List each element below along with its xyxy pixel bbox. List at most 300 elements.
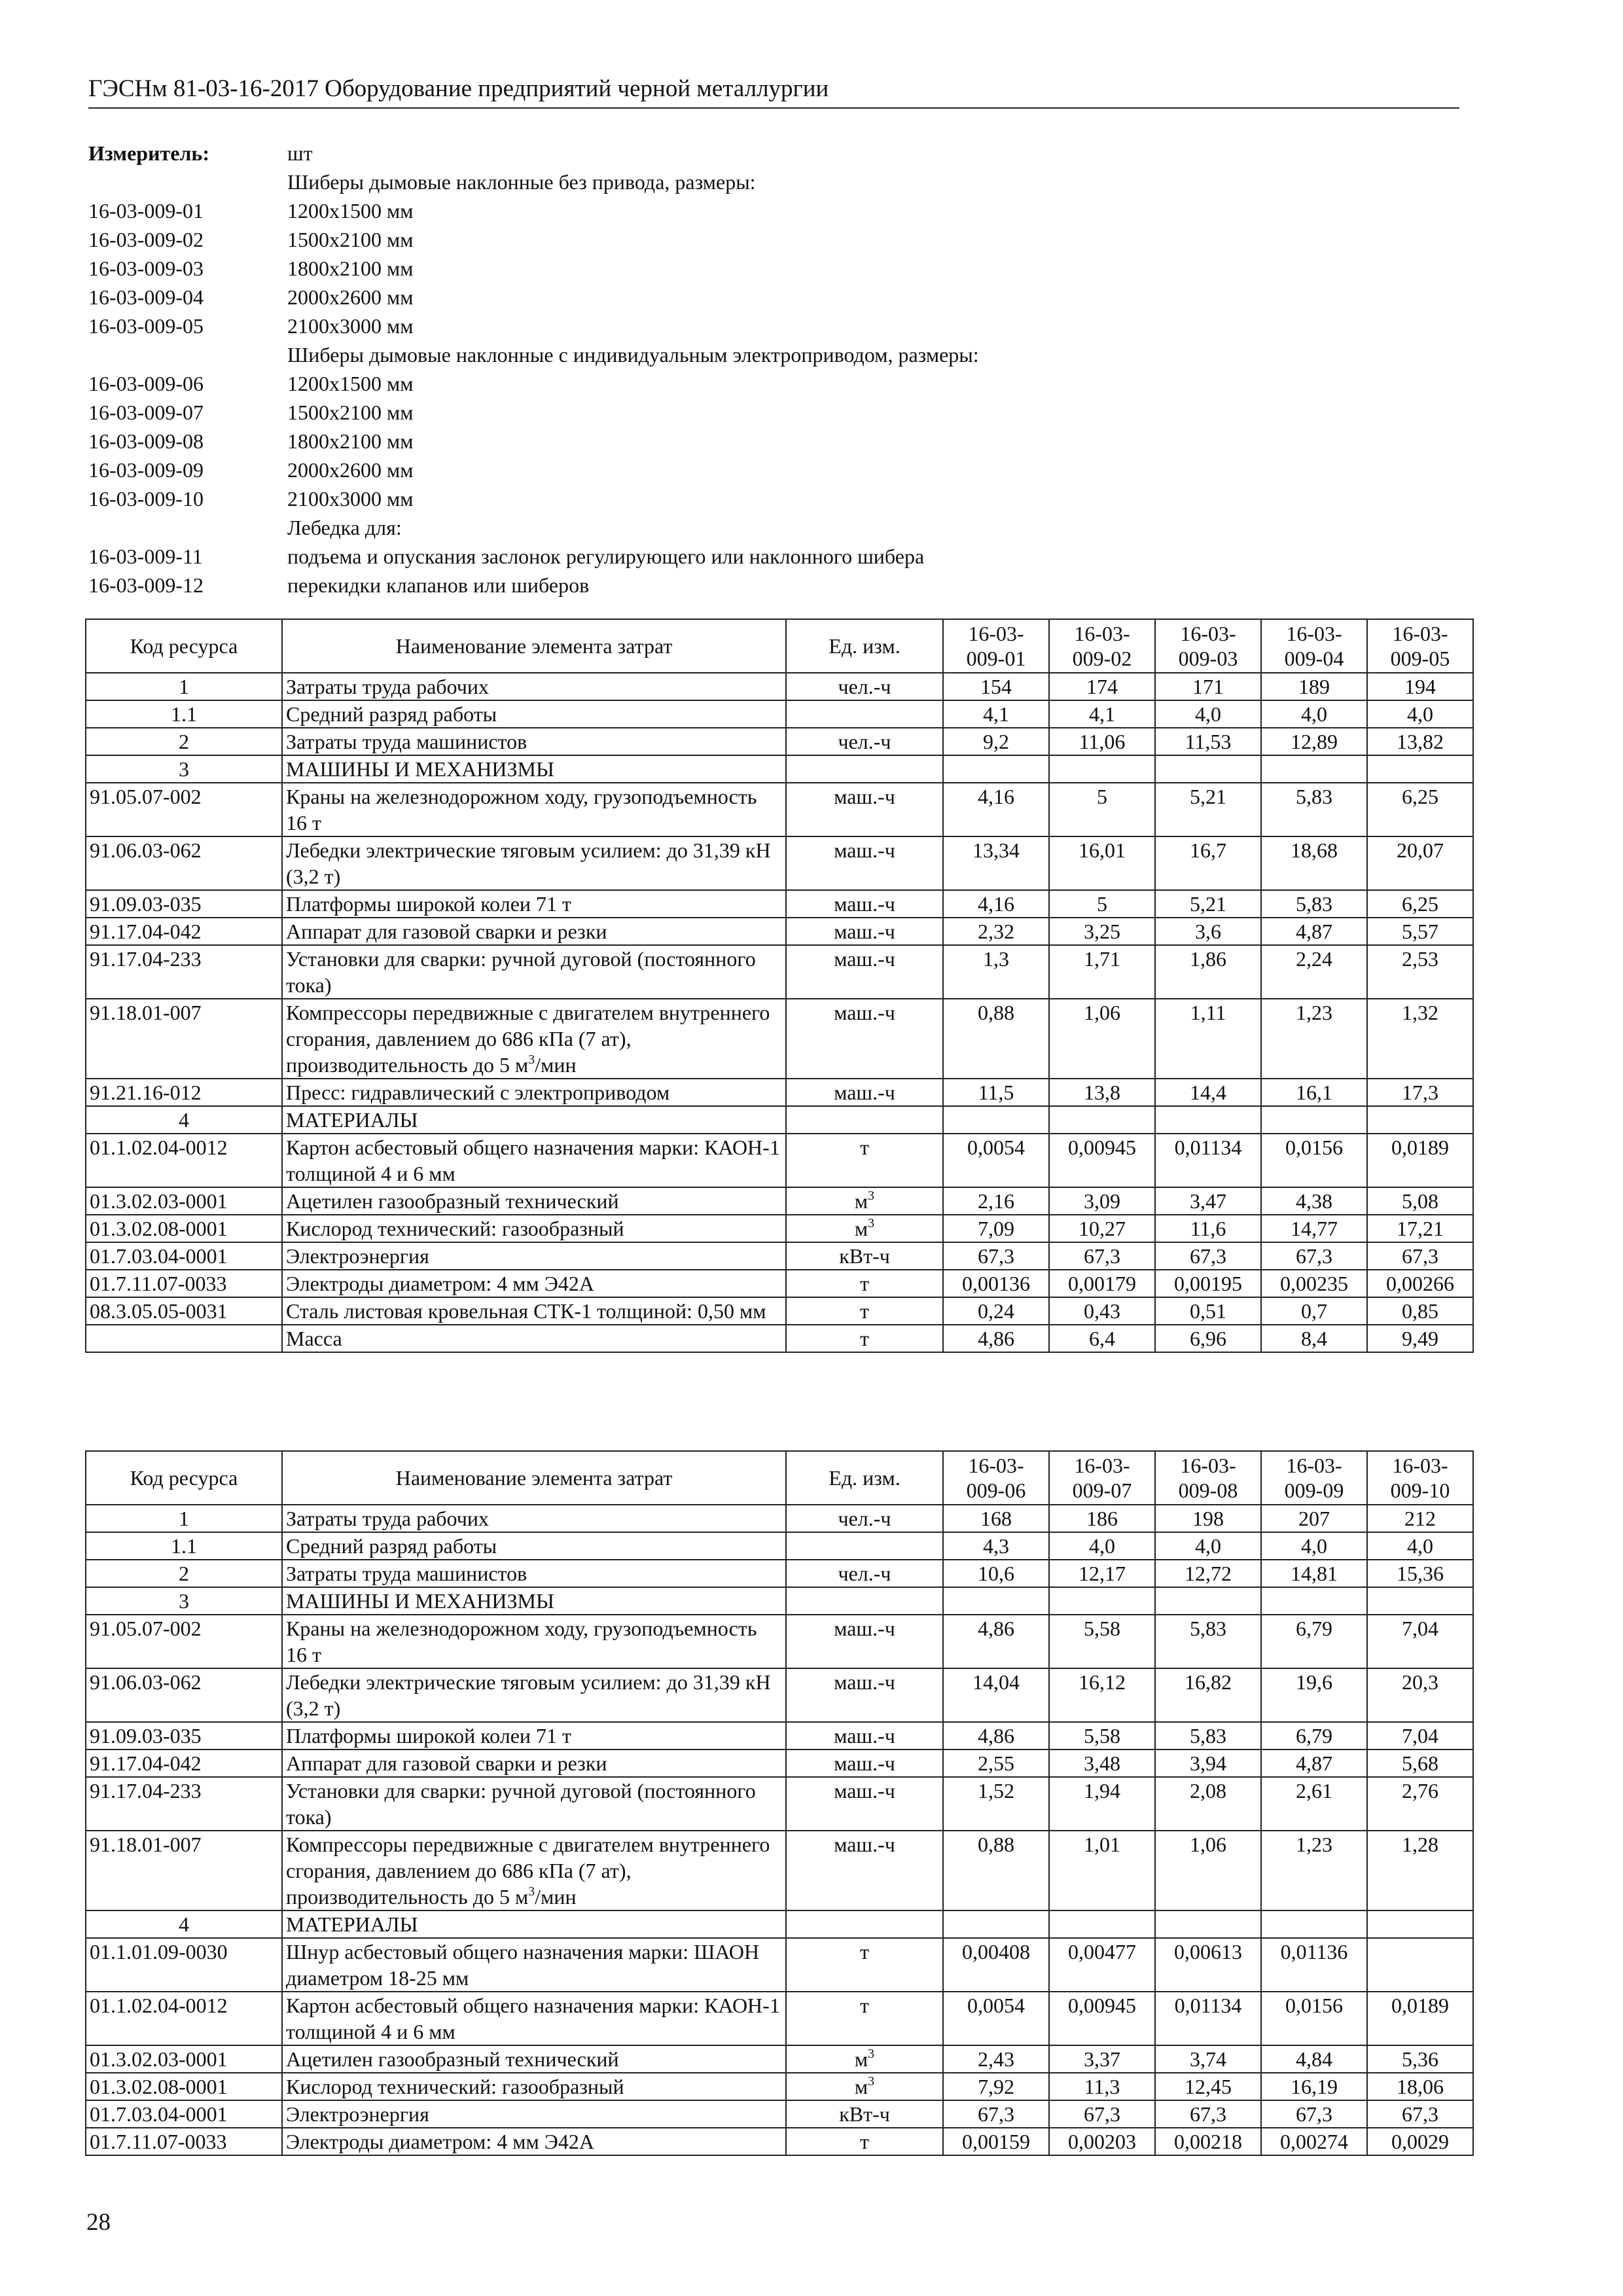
table-row: [86, 1777, 1473, 1831]
norm-value-cell: 4,0: [1155, 1532, 1261, 1560]
norm-value-cell: 3,09: [1049, 1187, 1155, 1215]
norm-value-cell: [1367, 1938, 1473, 1992]
resource-code-cell: 91.17.04-042: [86, 918, 282, 945]
unit-text: маш.-ч: [834, 1833, 895, 1856]
norm-value-cell: 6,79: [1261, 1615, 1367, 1668]
table-row: [86, 918, 1473, 945]
measure-line-text: 2000х2600 мм: [287, 458, 414, 482]
norm-value-cell: 194: [1367, 673, 1473, 700]
norm-value-cell: 67,3: [1155, 2100, 1261, 2128]
table-head: [86, 619, 1473, 673]
measure-line-code: 16-03-009-04: [88, 285, 204, 310]
norm-value-cell: 4,16: [943, 890, 1049, 918]
resource-code-cell: 2: [86, 728, 282, 755]
table-row: [86, 1560, 1473, 1587]
cost-element-cell: Электроэнергия: [282, 2100, 786, 2128]
table-row: [86, 1938, 1473, 1992]
measure-line: [88, 369, 1463, 398]
unit-text: маш.-ч: [834, 1779, 895, 1803]
resource-code-cell: 01.7.03.04-0001: [86, 2100, 282, 2128]
cost-element-cell: МАШИНЫ И МЕХАНИЗМЫ: [282, 755, 786, 783]
norm-value-cell: 14,81: [1261, 1560, 1367, 1587]
table-header-row: [86, 619, 1473, 673]
unit-text: т: [860, 1327, 869, 1350]
table-row: [86, 1297, 1473, 1325]
measure-line-code: 16-03-009-06: [88, 372, 204, 396]
cost-element-cell: Аппарат для газовой сварки и резки: [282, 918, 786, 945]
unit-cell: [786, 673, 943, 700]
norm-value-cell: 7,04: [1367, 1722, 1473, 1749]
table-row: [86, 1749, 1473, 1777]
unit-text: чел.-ч: [838, 730, 891, 753]
unit-cell: [786, 1134, 943, 1187]
resource-code-cell: 01.3.02.03-0001: [86, 2045, 282, 2073]
norm-value-cell: 5,83: [1261, 890, 1367, 918]
resource-code-cell: 1: [86, 673, 282, 700]
table-header-row: [86, 1451, 1473, 1505]
cost-element-text: Компрессоры передвижные с двигателем внутреннего сгорания, давлением до 686 кПа (7 ат), производительность до 5 $м^3$/мин: [286, 1833, 770, 1909]
table-row: [86, 1505, 1473, 1532]
measure-line: [88, 571, 1463, 600]
unit-text: маш.-ч: [834, 785, 895, 808]
norm-value-cell: 8,4: [1261, 1325, 1367, 1352]
unit-cell: [786, 945, 943, 999]
norm-value-cell: 6,25: [1367, 890, 1473, 918]
norm-value-cell: 5,83: [1155, 1722, 1261, 1749]
norm-value-cell: 212: [1367, 1505, 1473, 1532]
empty-cell: [786, 1910, 943, 1938]
empty-cell: [1261, 1910, 1367, 1938]
norm-value-cell: 16,82: [1155, 1668, 1261, 1722]
unit-cell: [786, 1187, 943, 1215]
norm-value-cell: 13,8: [1049, 1079, 1155, 1106]
resource-code-cell: 91.05.07-002: [86, 783, 282, 836]
resource-code-cell: 01.3.02.08-0001: [86, 2073, 282, 2100]
table-row: [86, 1242, 1473, 1270]
cost-element-cell: Кислород технический: газообразный: [282, 1215, 786, 1242]
cost-element-cell: Затраты труда рабочих: [282, 1505, 786, 1532]
resource-code-cell: 01.3.02.08-0001: [86, 1215, 282, 1242]
norm-value-cell: 0,51: [1155, 1297, 1261, 1325]
cost-element-cell: [282, 1831, 786, 1910]
measure-line-text: 1800х2100 мм: [287, 429, 414, 454]
norm-value-cell: 0,7: [1261, 1297, 1367, 1325]
header-norm-code: [1367, 1451, 1473, 1505]
cost-element-cell: Электроды диаметром: 4 мм Э42А: [282, 1270, 786, 1297]
measure-line: [88, 168, 1463, 196]
measure-line: [88, 484, 1463, 513]
unit-text: $м^3$: [854, 1189, 875, 1213]
norm-value-cell: 67,3: [1049, 2100, 1155, 2128]
measure-line-text: перекидки клапанов или шиберов: [287, 573, 590, 598]
norm-value-cell: 7,92: [943, 2073, 1049, 2100]
norm-value-cell: 1,52: [943, 1777, 1049, 1831]
header-cost-element: Наименование элемента затрат: [282, 1451, 786, 1505]
norm-value-cell: 1,94: [1049, 1777, 1155, 1831]
norm-value-cell: 2,76: [1367, 1777, 1473, 1831]
unit-text: кВт-ч: [839, 1244, 890, 1268]
norm-code-line-2: 009-08: [1178, 1479, 1238, 1502]
norm-value-cell: 17,21: [1367, 1215, 1473, 1242]
empty-cell: [786, 1106, 943, 1134]
cost-element-cell: МАТЕРИАЛЫ: [282, 1910, 786, 1938]
unit-text: маш.-ч: [834, 947, 895, 971]
norm-value-cell: 12,89: [1261, 728, 1367, 755]
norm-value-cell: 1,01: [1049, 1831, 1155, 1910]
norm-value-cell: 1,28: [1367, 1831, 1473, 1910]
norm-value-cell: 1,32: [1367, 999, 1473, 1079]
norm-value-cell: 4,0: [1367, 700, 1473, 728]
norm-value-cell: 4,38: [1261, 1187, 1367, 1215]
norm-value-cell: 12,72: [1155, 1560, 1261, 1587]
measure-line-code: 16-03-009-08: [88, 429, 204, 454]
norm-code-line-1: 16-03-: [1074, 1453, 1130, 1477]
unit-text: маш.-ч: [834, 838, 895, 862]
measure-label: Измеритель:: [88, 141, 209, 166]
cost-element-cell: Аппарат для газовой сварки и резки: [282, 1749, 786, 1777]
resource-code-cell: 1.1: [86, 700, 282, 728]
norm-value-cell: 67,3: [1155, 1242, 1261, 1270]
norm-value-cell: 0,01136: [1261, 1938, 1367, 1992]
norm-value-cell: 0,00945: [1049, 1134, 1155, 1187]
unit-text: маш.-ч: [834, 1081, 895, 1104]
unit-text: маш.-ч: [834, 1751, 895, 1775]
resource-code-cell: 08.3.05.05-0031: [86, 1297, 282, 1325]
cost-element-cell: Пресс: гидравлический с электроприводом: [282, 1079, 786, 1106]
norm-value-cell: 67,3: [1261, 2100, 1367, 2128]
measure-line: [88, 398, 1463, 427]
table-row: [86, 1079, 1473, 1106]
measure-line-code: 16-03-009-10: [88, 487, 204, 511]
resource-code-cell: 91.21.16-012: [86, 1079, 282, 1106]
empty-cell: [786, 1587, 943, 1615]
resource-code-cell: 91.18.01-007: [86, 999, 282, 1079]
norm-value-cell: 5,83: [1155, 1615, 1261, 1668]
norm-value-cell: 0,00274: [1261, 2128, 1367, 2155]
norm-value-cell: 2,55: [943, 1749, 1049, 1777]
norm-value-cell: 5,36: [1367, 2045, 1473, 2073]
norm-value-cell: 4,0: [1155, 700, 1261, 728]
cost-element-cell: Шнур асбестовый общего назначения марки: ШАОН диаметром 18-25 мм: [282, 1938, 786, 1992]
norm-code-line-2: 009-04: [1284, 647, 1344, 670]
unit-text: чел.-ч: [838, 1562, 891, 1585]
unit-text: $м^3$: [854, 1216, 875, 1240]
norm-value-cell: 0,0156: [1261, 1992, 1367, 2045]
norm-value-cell: 5: [1049, 783, 1155, 836]
norm-value-cell: 6,96: [1155, 1325, 1261, 1352]
measure-line-text: 2100х3000 мм: [287, 487, 414, 511]
empty-cell: [1155, 1587, 1261, 1615]
norm-value-cell: 0,0054: [943, 1992, 1049, 2045]
norm-value-cell: 67,3: [943, 2100, 1049, 2128]
measure-line-text: 1500х2100 мм: [287, 401, 414, 425]
section-row: [86, 755, 1473, 783]
norm-value-cell: 2,43: [943, 2045, 1049, 2073]
norm-value-cell: 7,09: [943, 1215, 1049, 1242]
table-row: [86, 1831, 1473, 1910]
measure-unit: шт: [287, 141, 313, 166]
table-row: [86, 2045, 1473, 2073]
cost-element-cell: [282, 999, 786, 1079]
cost-element-cell: Затраты труда машинистов: [282, 728, 786, 755]
empty-cell: [1155, 1106, 1261, 1134]
unit-cell: [786, 1668, 943, 1722]
section-row: [86, 1106, 1473, 1134]
cost-element-cell: Лебедки электрические тяговым усилием: до 31,39 кН (3,2 т): [282, 836, 786, 890]
measure-line-text: 1500х2100 мм: [287, 228, 414, 252]
table-row: [86, 1668, 1473, 1722]
page-number: 28: [86, 2209, 111, 2236]
header-unit: Ед. изм.: [786, 1451, 943, 1505]
empty-cell: [1049, 1106, 1155, 1134]
resource-code-cell: 91.17.04-233: [86, 1777, 282, 1831]
unit-cell: [786, 890, 943, 918]
table-row: [86, 1532, 1473, 1560]
norm-value-cell: 67,3: [1367, 1242, 1473, 1270]
measure-line-text: Шиберы дымовые наклонные без привода, размеры:: [287, 170, 756, 194]
unit-text: маш.-ч: [834, 1670, 895, 1694]
norm-value-cell: 1,23: [1261, 999, 1367, 1079]
unit-text: кВт-ч: [839, 2102, 890, 2126]
resource-code-cell: 4: [86, 1106, 282, 1134]
resource-code-cell: 01.1.02.04-0012: [86, 1134, 282, 1187]
resource-code-cell: 91.09.03-035: [86, 1722, 282, 1749]
table-row: [86, 1615, 1473, 1668]
measure-line-code: 16-03-009-02: [88, 228, 204, 252]
norm-code-line-1: 16-03-: [1392, 1453, 1448, 1477]
norm-value-cell: 12,45: [1155, 2073, 1261, 2100]
norm-value-cell: 5,21: [1155, 890, 1261, 918]
norm-value-cell: 11,3: [1049, 2073, 1155, 2100]
unit-text: т: [860, 1136, 869, 1159]
header-norm-code: [1155, 619, 1261, 673]
norm-value-cell: 14,4: [1155, 1079, 1261, 1106]
table-row: [86, 1722, 1473, 1749]
table-row: [86, 700, 1473, 728]
norm-value-cell: 0,0054: [943, 1134, 1049, 1187]
measure-line-text: 1200х1500 мм: [287, 199, 414, 223]
norm-value-cell: 2,61: [1261, 1777, 1367, 1831]
cost-element-cell: Сталь листовая кровельная СТК-1 толщиной: 0,50 мм: [282, 1297, 786, 1325]
norm-value-cell: 4,86: [943, 1615, 1049, 1668]
norm-value-cell: 20,07: [1367, 836, 1473, 890]
measure-line: [88, 312, 1463, 340]
unit-cell: [786, 1505, 943, 1532]
header-resource-code: Код ресурса: [86, 1451, 282, 1505]
cost-element-cell: Установки для сварки: ручной дуговой (постоянного тока): [282, 945, 786, 999]
norm-value-cell: 14,04: [943, 1668, 1049, 1722]
unit-cell: [786, 918, 943, 945]
measure-line-text: 2100х3000 мм: [287, 314, 414, 338]
cost-element-cell: Ацетилен газообразный технический: [282, 2045, 786, 2073]
resource-code-cell: 3: [86, 1587, 282, 1615]
header-norm-code: [1261, 619, 1367, 673]
norm-value-cell: 13,34: [943, 836, 1049, 890]
norm-value-cell: 3,74: [1155, 2045, 1261, 2073]
empty-cell: [1261, 1587, 1367, 1615]
cost-element-cell: Лебедки электрические тяговым усилием: до 31,39 кН (3,2 т): [282, 1668, 786, 1722]
norm-value-cell: 0,24: [943, 1297, 1049, 1325]
header-norm-code: [1155, 1451, 1261, 1505]
unit-cell: [786, 1722, 943, 1749]
norm-code-line-2: 009-06: [966, 1479, 1026, 1502]
empty-cell: [1367, 1910, 1473, 1938]
measure-line-code: 16-03-009-12: [88, 573, 204, 598]
norm-value-cell: 16,12: [1049, 1668, 1155, 1722]
unit-cell: [786, 836, 943, 890]
resource-code-cell: 4: [86, 1910, 282, 1938]
norm-value-cell: 4,3: [943, 1532, 1049, 1560]
empty-cell: [1049, 1587, 1155, 1615]
norm-code-line-2: 009-03: [1178, 647, 1238, 670]
norm-value-cell: 0,00159: [943, 2128, 1049, 2155]
measure-line-text: 1200х1500 мм: [287, 372, 414, 396]
norm-value-cell: 4,0: [1049, 1532, 1155, 1560]
unit-text: маш.-ч: [834, 1001, 895, 1024]
unit-text: чел.-ч: [838, 675, 891, 698]
resource-code-cell: 01.7.11.07-0033: [86, 1270, 282, 1297]
cost-element-cell: Средний разряд работы: [282, 700, 786, 728]
empty-cell: [786, 755, 943, 783]
norm-code-line-1: 16-03-: [1286, 621, 1342, 645]
unit-cell: [786, 1560, 943, 1587]
running-header: ГЭСНм 81-03-16-2017 Оборудование предприятий черной металлургии: [88, 73, 1459, 109]
norm-value-cell: 19,6: [1261, 1668, 1367, 1722]
table-row: [86, 1325, 1473, 1352]
cost-element-cell: Платформы широкой колеи 71 т: [282, 890, 786, 918]
unit-cell: [786, 1079, 943, 1106]
norm-value-cell: 0,00195: [1155, 1270, 1261, 1297]
unit-cell: [786, 999, 943, 1079]
norm-value-cell: 4,1: [943, 700, 1049, 728]
table-row: [86, 890, 1473, 918]
norm-value-cell: 0,00266: [1367, 1270, 1473, 1297]
unit-text: маш.-ч: [834, 920, 895, 943]
norm-code-line-2: 009-09: [1284, 1479, 1344, 1502]
norm-value-cell: 5,08: [1367, 1187, 1473, 1215]
resource-code-cell: 91.06.03-062: [86, 836, 282, 890]
norm-value-cell: 4,87: [1261, 918, 1367, 945]
norm-value-cell: 6,79: [1261, 1722, 1367, 1749]
table-row: [86, 2100, 1473, 2128]
resource-code-cell: 01.3.02.03-0001: [86, 1187, 282, 1215]
resource-code-cell: 01.7.11.07-0033: [86, 2128, 282, 2155]
norm-value-cell: 4,16: [943, 783, 1049, 836]
table-row: [86, 1187, 1473, 1215]
norm-value-cell: 0,01134: [1155, 1992, 1261, 2045]
unit-cell: [786, 2128, 943, 2155]
measure-line: [88, 196, 1463, 225]
cost-element-cell: Затраты труда рабочих: [282, 673, 786, 700]
norm-value-cell: 17,3: [1367, 1079, 1473, 1106]
measure-line-text: Шиберы дымовые наклонные с индивидуальным электроприводом, размеры:: [287, 343, 979, 367]
norm-value-cell: 0,01134: [1155, 1134, 1261, 1187]
norm-code-line-1: 16-03-: [1180, 621, 1236, 645]
norm-value-cell: 3,94: [1155, 1749, 1261, 1777]
measure-line-code: 16-03-009-11: [88, 545, 203, 569]
table-row: [86, 836, 1473, 890]
unit-cell: [786, 1270, 943, 1297]
cost-element-cell: Кислород технический: газообразный: [282, 2073, 786, 2100]
empty-cell: [1049, 1910, 1155, 1938]
norm-value-cell: 16,19: [1261, 2073, 1367, 2100]
norm-value-cell: 6,25: [1367, 783, 1473, 836]
unit-text: т: [860, 2130, 869, 2153]
norm-value-cell: 3,6: [1155, 918, 1261, 945]
norm-value-cell: 5,57: [1367, 918, 1473, 945]
table-row: [86, 1134, 1473, 1187]
norm-value-cell: 3,37: [1049, 2045, 1155, 2073]
cost-element-cell: Затраты труда машинистов: [282, 1560, 786, 1587]
resource-code-cell: 01.1.02.04-0012: [86, 1992, 282, 2045]
cost-element-cell: Картон асбестовый общего назначения марки: КАОН-1 толщиной 4 и 6 мм: [282, 1134, 786, 1187]
table-row: [86, 999, 1473, 1079]
unit-text: маш.-ч: [834, 1617, 895, 1640]
norm-code-line-2: 009-01: [966, 647, 1026, 670]
unit-cell: [786, 1325, 943, 1352]
empty-cell: [943, 1106, 1049, 1134]
measure-line-text: 1800х2100 мм: [287, 257, 414, 281]
norm-code-line-1: 16-03-: [1180, 1453, 1236, 1477]
norm-value-cell: 0,0156: [1261, 1134, 1367, 1187]
empty-cell: [1367, 1106, 1473, 1134]
empty-cell: [1155, 1910, 1261, 1938]
section-row: [86, 1587, 1473, 1615]
norm-value-cell: 0,88: [943, 1831, 1049, 1910]
norm-value-cell: 0,00945: [1049, 1992, 1155, 2045]
norm-value-cell: 0,00613: [1155, 1938, 1261, 1992]
norm-value-cell: 5,21: [1155, 783, 1261, 836]
unit-cell: [786, 1297, 943, 1325]
norm-value-cell: 4,0: [1261, 700, 1367, 728]
norm-value-cell: 67,3: [943, 1242, 1049, 1270]
norm-value-cell: 171: [1155, 673, 1261, 700]
measure-lines: [88, 168, 1463, 600]
norm-code-line-2: 009-07: [1072, 1479, 1132, 1502]
empty-cell: [1049, 755, 1155, 783]
cost-element-cell: Картон асбестовый общего назначения марки: КАОН-1 толщиной 4 и 6 мм: [282, 1992, 786, 2045]
unit-text: т: [860, 1940, 869, 1964]
measure-line-text: Лебедка для:: [287, 516, 402, 540]
cost-element-cell: Электроды диаметром: 4 мм Э42А: [282, 2128, 786, 2155]
norm-value-cell: 1,23: [1261, 1831, 1367, 1910]
empty-cell: [1261, 1106, 1367, 1134]
table-row: [86, 2128, 1473, 2155]
norm-value-cell: 3,25: [1049, 918, 1155, 945]
norm-value-cell: 6,4: [1049, 1325, 1155, 1352]
cost-element-cell: Электроэнергия: [282, 1242, 786, 1270]
resource-code-cell: [86, 1325, 282, 1352]
unit-cell: [786, 783, 943, 836]
resource-code-cell: 2: [86, 1560, 282, 1587]
table-row: [86, 1992, 1473, 2045]
norm-value-cell: 15,36: [1367, 1560, 1473, 1587]
header-resource-code: Код ресурса: [86, 619, 282, 673]
norm-value-cell: 11,06: [1049, 728, 1155, 755]
unit-cell: [786, 1532, 943, 1560]
unit-text: маш.-ч: [834, 892, 895, 916]
norm-value-cell: 4,86: [943, 1722, 1049, 1749]
resource-code-cell: 91.09.03-035: [86, 890, 282, 918]
unit-text: маш.-ч: [834, 1724, 895, 1748]
table-row: [86, 1215, 1473, 1242]
empty-cell: [1367, 755, 1473, 783]
norm-value-cell: 4,86: [943, 1325, 1049, 1352]
norm-value-cell: 18,68: [1261, 836, 1367, 890]
norm-value-cell: 11,6: [1155, 1215, 1261, 1242]
norm-code-line-1: 16-03-: [1392, 621, 1448, 645]
cost-element-cell: Установки для сварки: ручной дуговой (постоянного тока): [282, 1777, 786, 1831]
